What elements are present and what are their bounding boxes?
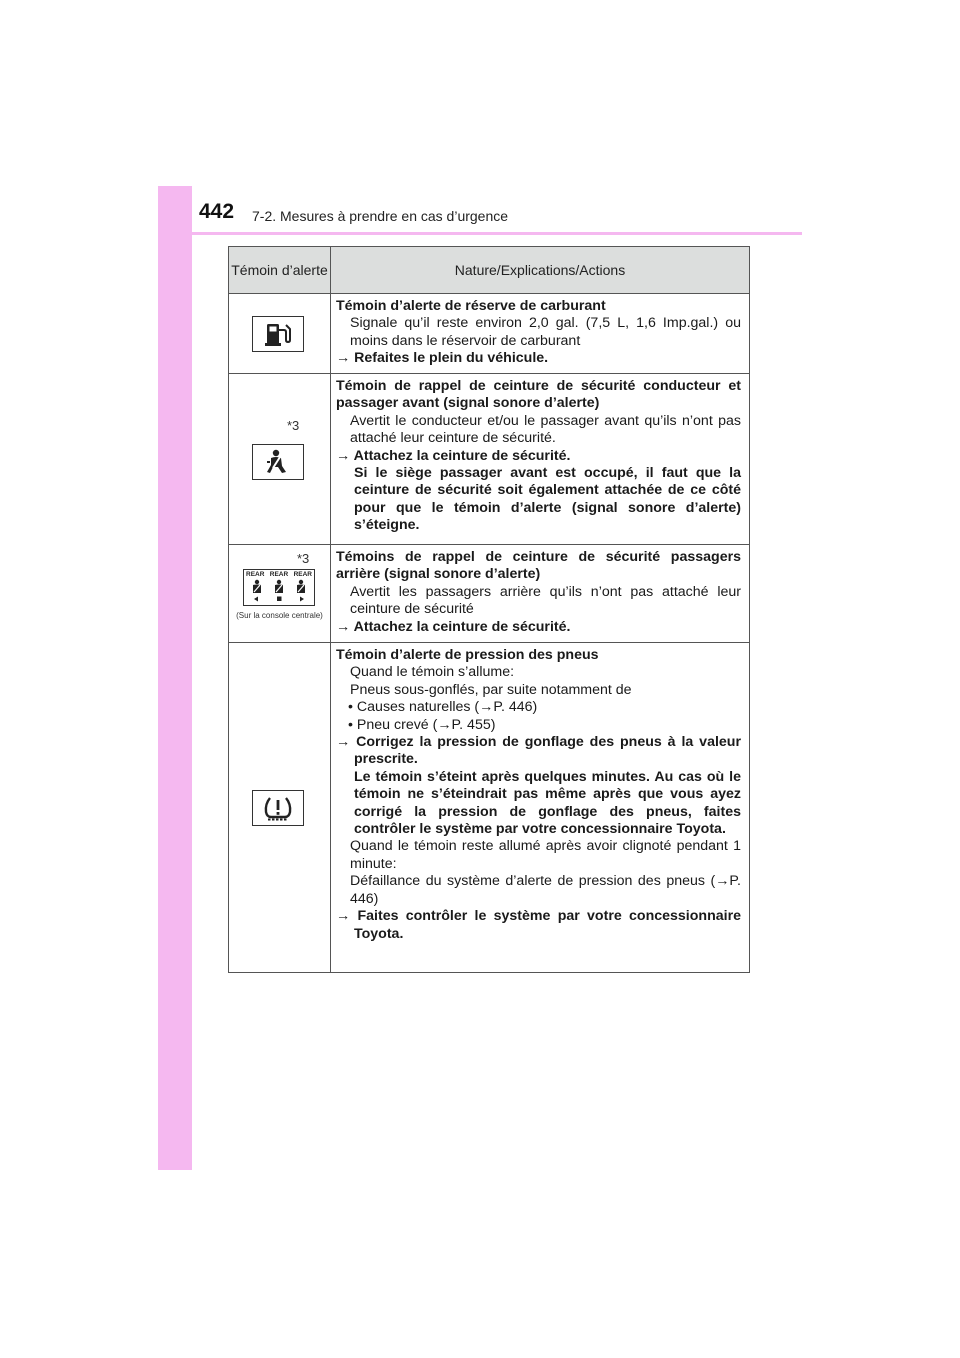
list-item: • Pneu crevé (→P. 455) [348,716,496,733]
row-title: Témoin de rappel de ceinture de sécurité conducteur et passager avant (signal sonore d’alerte) [336,378,741,412]
rear-labels [246,571,312,578]
row-action [336,619,741,636]
arrow-icon: → [336,734,357,751]
col-header-indicator: Témoin d’alerte [229,247,331,294]
fuel-pump-icon [252,316,304,352]
rear-label-left: REAR [246,571,265,578]
row-action-text: Attachez la ceinture de sécurité. [353,618,571,635]
table-row [229,374,750,545]
col-header-explanation: Nature/Explications/Actions [331,247,750,294]
warning-lights-table [228,246,750,973]
table-row [229,294,750,374]
table-row [229,545,750,643]
section-title: 7-2. Mesures à prendre en cas d’urgence [252,208,509,224]
row-action-text: Corrigez la pression de gonflage des pneus à la valeur prescrite. [354,734,741,768]
side-color-strip [158,186,192,1170]
row-action [336,734,741,769]
row-action-text: Faites contrôler le système par votre concessionnaire Toyota. [354,908,741,942]
indicator-cell [229,643,331,973]
rear-label-center: REAR [269,571,289,578]
table-row [229,643,750,973]
arrow-icon: → [336,908,358,925]
arrow-icon: → [336,618,354,635]
row-action [336,448,741,465]
seatbelt-reminder-icon [252,444,304,480]
footnote-mark: *3 [287,418,300,433]
indicator-cell [229,545,331,643]
indicator-cell [229,294,331,374]
list-item: • Causes naturelles (→P. 446) [348,699,538,716]
row-action-text: Attachez la ceinture de sécurité. [353,447,571,464]
table-header-row [229,247,750,294]
row-text: Signale qu’il reste environ 2,0 gal. (7,5 L, 1,6 Imp.gal.) ou moins dans le réservoir de carburant [350,315,741,349]
explanation-cell [331,374,750,545]
bullet-text: Pneu crevé (→P. 455) [356,716,496,733]
row-text: Quand le témoin reste allumé après avoir clignoté pendant 1 minute: [350,838,741,872]
row-action [336,908,741,943]
row-title: Témoins de rappel de ceinture de sécurité passagers arrière (signal sonore d’alerte) [336,549,741,583]
row-text: Quand le témoin s’allume: [350,664,515,681]
explanation-cell [331,545,750,643]
row-title: Témoin d’alerte de pression des pneus [336,647,599,663]
rear-seatbelt-reminder-icon [243,569,315,606]
row-text: Pneus sous-gonflés, par suite notamment de [350,681,632,698]
indicator-cell [229,374,331,545]
row-text: Avertit les passagers arrière qu’ils n’ont pas attaché leur ceinture de sécurité [350,583,741,618]
explanation-cell [331,294,750,374]
row-action-note: Le témoin s’éteint après quelques minutes. Au cas où le témoin ne s’éteindrait pas même après que vous ayez corrigé la pression de gonflage des pneus, faites contrôler le système par votre concessionnaire Toyota. [354,768,741,838]
footnote-mark: *3 [297,551,310,566]
tire-pressure-icon [252,790,304,826]
row-action-text: Refaites le plein du véhicule. [354,350,549,367]
rear-label-right: REAR [293,571,312,578]
arrow-icon: → [336,350,355,367]
row-action [336,350,741,367]
row-title: Témoin d’alerte de réserve de carburant [336,298,606,314]
arrow-icon: → [336,447,354,464]
page-number: 442 [199,200,235,223]
row-text: Défaillance du système d’alerte de pression des pneus (→P. 446) [350,873,741,907]
row-text: Avertit le conducteur et/ou le passager avant qu’ils n’ont pas attaché leur ceinture de sécurité. [350,412,741,447]
explanation-cell [331,643,750,973]
bullet-text: Causes naturelles (→P. 446) [356,699,538,716]
row-action-note: Si le siège passager avant est occupé, il faut que la ceinture de sécurité soit également attachée de ce côté pour que le témoin d’alerte (signal sonore d’alerte) s’éteigne. [354,465,741,534]
icon-caption: (Sur la console centrale) [236,611,323,620]
header-rule [192,232,802,235]
